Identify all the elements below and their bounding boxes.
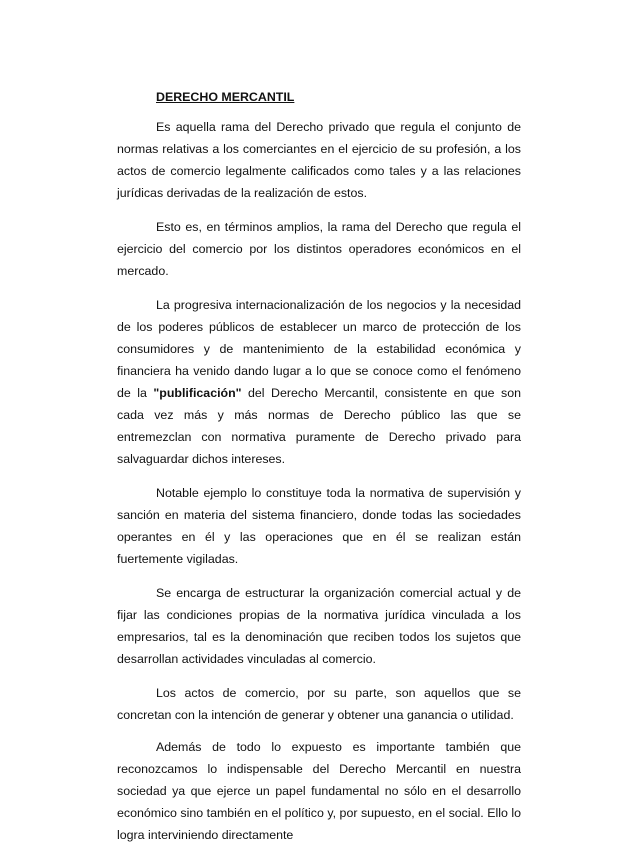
publification-term: "publificación" — [153, 386, 242, 400]
paragraph-internationalization-end: del Derecho Mercantil, consistente en que son cada vez más y más normas de Derecho público las que se entremezclan con normativa puramente de Derecho privado para salvaguardar dichos intereses. — [117, 386, 522, 466]
paragraph-importance: Además de todo lo expuesto es importante también que reconozcamos lo indispensable del Derecho Mercantil en nuestra sociedad ya que ejerce un papel fundamental no sólo en el desarrollo económico sino también en el político y, por supuesto, en el social. Ello lo logra interviniendo directamente — [117, 740, 521, 842]
paragraph-organization: Se encarga de estructurar la organización comercial actual y de fijar las condiciones propias de la normativa jurídica vinculada a los empresarios, tal es la denominación que reciben todos los sujetos que desarrollan actividades vinculadas al comercio. — [117, 586, 521, 666]
paragraph-scope: Esto es, en términos amplios, la rama del Derecho que regula el ejercicio del comercio por los distintos operadores económicos en el mercado. — [117, 220, 521, 278]
document-title: DERECHO MERCANTIL — [156, 90, 295, 104]
paragraph-internationalization-start: La progresiva internacionalización de los negocios y la necesidad de los poderes públicos de establecer un marco de protección de los consumidores y de mantenimiento de la estabilidad económica y financiera ha venido dando lugar a lo que se conoce como el fenómeno de la — [117, 298, 521, 400]
paragraph-supervision: Notable ejemplo lo constituye toda la normativa de supervisión y sanción en materia del sistema financiero, donde todas las sociedades operantes en él y las operaciones que en él se realizan están fuertemente vigiladas. — [117, 486, 521, 566]
paragraph-commercial-acts: Los actos de comercio, por su parte, son aquellos que se concretan con la intención de generar y obtener una ganancia o utilidad. — [117, 686, 521, 722]
paragraph-internationalization — [117, 294, 521, 470]
document-content — [117, 86, 521, 858]
paragraph-definition: Es aquella rama del Derecho privado que regula el conjunto de normas relativas a los comerciantes en el ejercicio de su profesión, a los actos de comercio legalmente calificados como tales y a las relaciones jurídicas derivadas de la realización de estos. — [117, 120, 521, 200]
